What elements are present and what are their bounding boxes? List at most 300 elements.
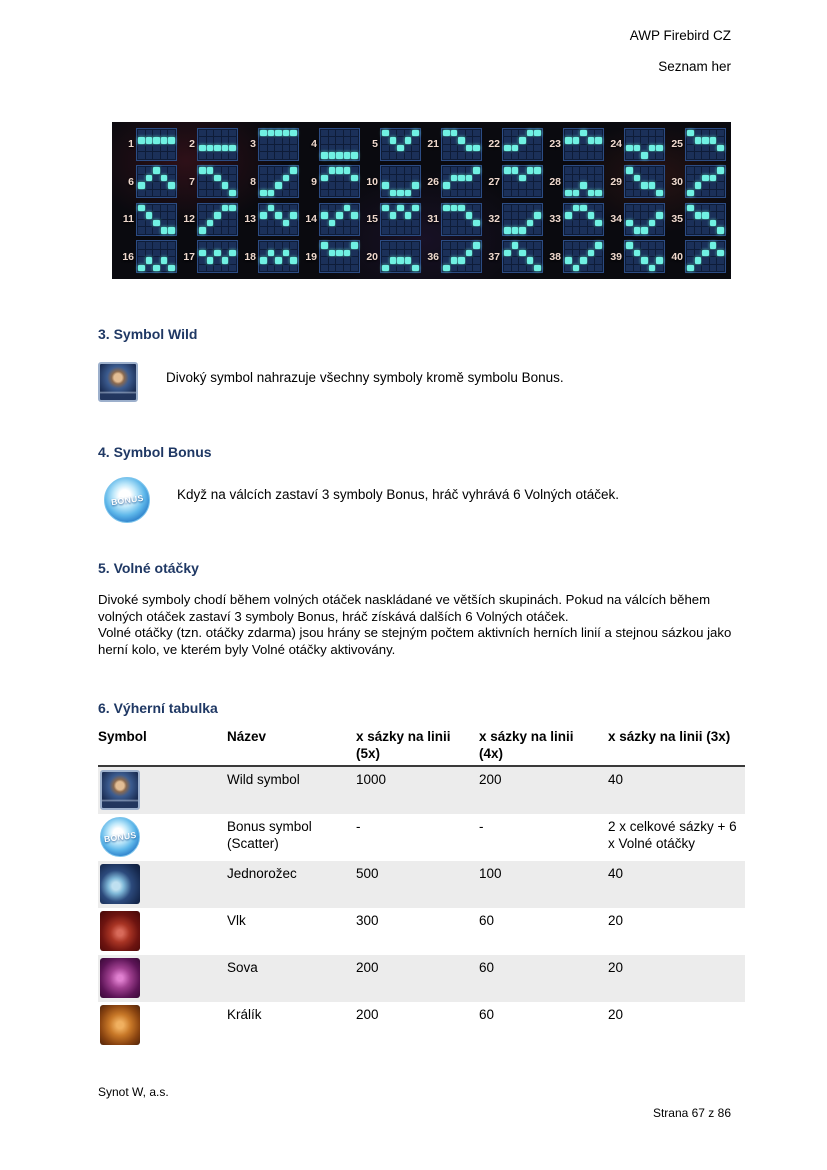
payline-cell <box>702 130 709 137</box>
payline-grid <box>624 203 665 236</box>
payline-cell <box>649 190 656 197</box>
payline-number: 18 <box>244 250 256 263</box>
payline-cell <box>321 190 328 197</box>
payline-cell <box>153 145 160 152</box>
payline-cell-active <box>382 265 389 272</box>
payline-cell <box>138 227 145 234</box>
payline-cell <box>687 227 694 234</box>
payline-cell-active <box>588 137 595 144</box>
payline-cell <box>382 220 389 227</box>
payline-cell <box>390 227 397 234</box>
payline-cell-active <box>626 220 633 227</box>
payline-cell <box>534 250 541 257</box>
payline-cell <box>634 130 641 137</box>
payline-cell <box>626 175 633 182</box>
payline-cell <box>466 205 473 212</box>
payline-panel <box>241 127 299 162</box>
payline-cell <box>710 257 717 264</box>
table-row <box>98 814 745 861</box>
payline-panel <box>485 165 543 200</box>
payline-cell <box>207 182 214 189</box>
payline-cell <box>168 152 175 159</box>
payline-cell <box>702 227 709 234</box>
win-5x-cell: - <box>356 819 361 835</box>
payline-cell-active <box>146 175 153 182</box>
payline-cell <box>504 212 511 219</box>
payline-cell-active <box>641 182 648 189</box>
payline-cell-active <box>695 182 702 189</box>
payline-cell <box>168 257 175 264</box>
payline-panel <box>241 165 299 200</box>
payline-cell <box>405 250 412 257</box>
payline-number: 31 <box>427 213 439 226</box>
payline-cell <box>146 190 153 197</box>
payline-cell-active <box>412 182 419 189</box>
payline-cell <box>153 227 160 234</box>
payline-cell-active <box>534 130 541 137</box>
payline-cell <box>397 250 404 257</box>
payline-number: 32 <box>488 213 500 226</box>
payline-cell <box>473 130 480 137</box>
payline-cell-active <box>512 167 519 174</box>
payline-cell <box>199 220 206 227</box>
payline-cell <box>473 137 480 144</box>
payline-cell <box>275 227 282 234</box>
footer-page-number: Strana 67 z 86 <box>652 1106 731 1120</box>
payline-cell <box>656 265 663 272</box>
payline-cell-active <box>329 250 336 257</box>
payline-cell-active <box>710 137 717 144</box>
payline-cell <box>656 167 663 174</box>
payline-cell <box>229 265 236 272</box>
payline-cell-active <box>260 130 267 137</box>
payline-cell <box>634 265 641 272</box>
payline-cell-active <box>168 265 175 272</box>
payline-cell <box>283 205 290 212</box>
payline-cell <box>405 265 412 272</box>
payline-cell <box>168 175 175 182</box>
payline-cell <box>168 190 175 197</box>
payline-cell <box>199 242 206 249</box>
payline-cell-active <box>702 212 709 219</box>
rabbit-symbol-icon <box>100 1005 140 1045</box>
symbol-cell <box>98 861 227 908</box>
payline-cell <box>390 152 397 159</box>
payline-panel <box>119 202 177 237</box>
symbol-cell <box>98 955 227 1002</box>
payline-cell <box>458 220 465 227</box>
payline-cell <box>329 145 336 152</box>
payline-cell <box>168 220 175 227</box>
payline-cell <box>382 250 389 257</box>
payline-cell <box>512 220 519 227</box>
payline-cell <box>283 167 290 174</box>
payline-cell <box>512 265 519 272</box>
payline-cell <box>260 137 267 144</box>
win-4x-cell: - <box>479 819 484 835</box>
payline-panel <box>302 165 360 200</box>
payline-cell-active <box>527 257 534 264</box>
payline-cell-active <box>397 205 404 212</box>
payline-cell <box>290 227 297 234</box>
payline-cell-active <box>504 145 511 152</box>
payline-cell <box>702 265 709 272</box>
payline-cell <box>412 212 419 219</box>
payline-cell <box>168 250 175 257</box>
payline-cell <box>207 137 214 144</box>
payline-cell <box>717 152 724 159</box>
payline-cell <box>451 145 458 152</box>
payline-cell <box>153 212 160 219</box>
payline-cell <box>138 167 145 174</box>
payline-cell-active <box>656 145 663 152</box>
payline-cell <box>344 257 351 264</box>
payline-cell <box>260 175 267 182</box>
payline-cell <box>329 137 336 144</box>
payline-cell <box>405 182 412 189</box>
payline-cell-active <box>634 145 641 152</box>
payline-cell <box>138 175 145 182</box>
payline-cell <box>580 227 587 234</box>
payline-cell <box>451 182 458 189</box>
payline-cell-active <box>214 250 221 257</box>
payline-cell <box>329 175 336 182</box>
payline-cell <box>405 152 412 159</box>
payline-cell-active <box>390 137 397 144</box>
payline-cell <box>565 182 572 189</box>
section-heading-wild: 3. Symbol Wild <box>98 326 198 342</box>
payline-cell-active <box>275 130 282 137</box>
win-3x-cell: 2 x celkové sázky + 6 x Volné otáčky <box>608 819 737 852</box>
payline-number: 40 <box>671 250 683 263</box>
payline-cell <box>573 242 580 249</box>
payline-cell <box>146 182 153 189</box>
payline-cell <box>458 212 465 219</box>
symbol-cell <box>98 814 227 861</box>
payline-cell-active <box>717 227 724 234</box>
payline-cell <box>336 137 343 144</box>
payline-cell <box>290 152 297 159</box>
payline-cell <box>534 190 541 197</box>
payline-cell-active <box>649 265 656 272</box>
payline-cell-active <box>451 257 458 264</box>
payline-number: 37 <box>488 250 500 263</box>
payline-number: 14 <box>305 213 317 226</box>
payline-cell <box>595 265 602 272</box>
payline-cell <box>153 205 160 212</box>
payline-cell-active <box>504 250 511 257</box>
payline-cell-active <box>458 175 465 182</box>
payline-cell <box>412 175 419 182</box>
payline-cell <box>382 190 389 197</box>
payline-cell <box>695 220 702 227</box>
payline-cell <box>656 137 663 144</box>
payline-cell <box>199 175 206 182</box>
payline-panel <box>424 165 482 200</box>
payline-cell-active <box>351 242 358 249</box>
payline-cell <box>626 205 633 212</box>
payline-cell <box>504 152 511 159</box>
symbol-cell <box>98 1002 227 1049</box>
payline-cell <box>702 182 709 189</box>
payline-panel <box>607 165 665 200</box>
win-5x-cell: 200 <box>356 1007 379 1023</box>
payline-cell <box>321 130 328 137</box>
payline-cell <box>656 175 663 182</box>
payline-cell <box>275 220 282 227</box>
payline-cell <box>504 190 511 197</box>
payline-cell <box>588 242 595 249</box>
payline-cell <box>275 167 282 174</box>
payline-cell-active <box>473 167 480 174</box>
payline-cell <box>641 145 648 152</box>
payline-cell <box>222 175 229 182</box>
payline-cell <box>519 182 526 189</box>
payline-cell-active <box>595 220 602 227</box>
payline-cell <box>443 257 450 264</box>
payline-cell <box>634 205 641 212</box>
payline-cell <box>641 250 648 257</box>
payline-panel <box>180 240 238 275</box>
payline-grid <box>380 240 421 273</box>
payline-cell <box>473 265 480 272</box>
payline-cell <box>512 250 519 257</box>
payline-cell <box>504 182 511 189</box>
payline-cell <box>649 250 656 257</box>
payline-cell <box>504 130 511 137</box>
payline-cell <box>321 220 328 227</box>
wild-symbol-icon <box>98 362 138 402</box>
payline-cell <box>695 250 702 257</box>
payline-cell <box>443 227 450 234</box>
bonus-section-row <box>98 477 827 523</box>
payline-cell-active <box>275 182 282 189</box>
payline-cell <box>336 220 343 227</box>
payline-cell <box>268 137 275 144</box>
payline-cell <box>534 182 541 189</box>
payline-cell-active <box>595 242 602 249</box>
payline-cell-active <box>580 130 587 137</box>
payline-cell-active <box>336 152 343 159</box>
payline-cell <box>473 205 480 212</box>
payline-cell <box>634 242 641 249</box>
symbol-name-cell: Bonus symbol (Scatter) <box>227 819 312 852</box>
payline-cell <box>344 182 351 189</box>
payline-cell <box>275 137 282 144</box>
payline-cell <box>290 250 297 257</box>
payline-cell <box>229 242 236 249</box>
payline-cell <box>214 265 221 272</box>
payline-cell <box>649 137 656 144</box>
payline-number: 23 <box>549 138 561 151</box>
payline-cell <box>207 190 214 197</box>
payline-cell <box>717 130 724 137</box>
payline-cell-active <box>199 250 206 257</box>
payline-cell <box>710 145 717 152</box>
payline-cell <box>229 152 236 159</box>
payline-cell <box>290 137 297 144</box>
payline-cell <box>565 145 572 152</box>
payline-grid <box>136 240 177 273</box>
payline-grid <box>258 240 299 273</box>
payline-cell-active <box>656 212 663 219</box>
payline-cell <box>260 220 267 227</box>
payline-grid <box>685 128 726 161</box>
payline-cell <box>336 130 343 137</box>
payline-cell <box>199 257 206 264</box>
payline-cell <box>519 205 526 212</box>
payline-cell <box>275 190 282 197</box>
payline-cell <box>626 250 633 257</box>
payline-cell <box>573 152 580 159</box>
payline-cell <box>222 227 229 234</box>
symbol-name-cell: Jednorožec <box>227 866 297 882</box>
payline-cell-active <box>702 175 709 182</box>
payline-cell <box>268 265 275 272</box>
paytable-header-name: Název <box>227 729 267 745</box>
payline-cell-active <box>466 175 473 182</box>
payline-cell <box>458 190 465 197</box>
payline-cell <box>397 220 404 227</box>
payline-cell <box>351 220 358 227</box>
payline-cell <box>199 152 206 159</box>
free-spins-paragraphs <box>98 592 740 658</box>
payline-cell <box>512 190 519 197</box>
payline-cell <box>283 152 290 159</box>
win-4x-cell: 100 <box>479 866 502 882</box>
payline-grid <box>441 240 482 273</box>
payline-cell <box>275 265 282 272</box>
payline-cell <box>595 175 602 182</box>
payline-cell <box>336 242 343 249</box>
payline-cell <box>153 130 160 137</box>
payline-cell <box>717 190 724 197</box>
payline-cell <box>710 130 717 137</box>
payline-cell <box>260 265 267 272</box>
payline-cell <box>687 167 694 174</box>
payline-cell <box>321 182 328 189</box>
payline-grid <box>441 128 482 161</box>
payline-cell <box>168 145 175 152</box>
payline-cell-active <box>146 257 153 264</box>
payline-cell-active <box>199 167 206 174</box>
payline-number: 17 <box>183 250 195 263</box>
payline-cell <box>634 220 641 227</box>
payline-cell <box>466 190 473 197</box>
payline-cell <box>153 242 160 249</box>
payline-panel <box>424 240 482 275</box>
payline-cell-active <box>656 190 663 197</box>
table-row <box>98 908 745 955</box>
payline-cell <box>687 175 694 182</box>
payline-cell <box>138 145 145 152</box>
payline-cell <box>473 212 480 219</box>
payline-cell-active <box>595 137 602 144</box>
payline-grid <box>685 165 726 198</box>
payline-cell <box>695 145 702 152</box>
payline-cell <box>161 152 168 159</box>
payline-cell <box>153 175 160 182</box>
bonus-icon-label: BONUS <box>103 829 137 845</box>
payline-cell <box>595 250 602 257</box>
payline-number: 20 <box>366 250 378 263</box>
payline-cell <box>321 250 328 257</box>
payline-cell <box>351 137 358 144</box>
payline-cell <box>351 205 358 212</box>
payline-cell <box>451 265 458 272</box>
payline-cell-active <box>161 227 168 234</box>
payline-cell <box>390 242 397 249</box>
payline-number: 25 <box>671 138 683 151</box>
payline-number: 8 <box>250 175 256 188</box>
payline-cell <box>161 220 168 227</box>
payline-cell <box>382 175 389 182</box>
table-row <box>98 1002 745 1049</box>
payline-cell <box>405 167 412 174</box>
payline-cell <box>565 167 572 174</box>
payline-cell <box>321 205 328 212</box>
payline-cell <box>717 265 724 272</box>
payline-cell <box>527 137 534 144</box>
payline-cell-active <box>649 145 656 152</box>
payline-number: 5 <box>372 138 378 151</box>
payline-cell <box>512 257 519 264</box>
payline-cell <box>222 212 229 219</box>
payline-cell-active <box>168 137 175 144</box>
payline-cell <box>168 242 175 249</box>
payline-cell <box>207 242 214 249</box>
payline-cell <box>336 227 343 234</box>
payline-grid <box>258 165 299 198</box>
payline-cell-active <box>519 175 526 182</box>
payline-cell-active <box>565 212 572 219</box>
payline-cell <box>519 220 526 227</box>
payline-cell <box>443 152 450 159</box>
payline-cell <box>207 227 214 234</box>
payline-cell <box>161 212 168 219</box>
payline-cell <box>717 242 724 249</box>
payline-panel <box>241 240 299 275</box>
payline-cell-active <box>702 137 709 144</box>
payline-number: 21 <box>427 138 439 151</box>
symbol-cell <box>98 908 227 955</box>
payline-cell <box>534 137 541 144</box>
payline-cell <box>283 212 290 219</box>
payline-cell <box>199 205 206 212</box>
payline-cell <box>717 137 724 144</box>
payline-grid <box>197 128 238 161</box>
payline-cell <box>405 205 412 212</box>
payline-grid <box>136 165 177 198</box>
payline-cell-active <box>634 175 641 182</box>
payline-cell-active <box>283 175 290 182</box>
payline-cell-active <box>443 182 450 189</box>
payline-panel <box>302 127 360 162</box>
payline-cell <box>199 190 206 197</box>
payline-cell <box>451 167 458 174</box>
payline-cell <box>146 242 153 249</box>
payline-cell <box>649 152 656 159</box>
win-5x-cell: 300 <box>356 913 379 929</box>
payline-cell-active <box>405 257 412 264</box>
payline-cell <box>466 220 473 227</box>
payline-number: 34 <box>610 213 622 226</box>
payline-cell <box>458 167 465 174</box>
payline-cell-active <box>641 227 648 234</box>
payline-number: 10 <box>366 175 378 188</box>
payline-cell <box>405 130 412 137</box>
payline-cell <box>702 167 709 174</box>
